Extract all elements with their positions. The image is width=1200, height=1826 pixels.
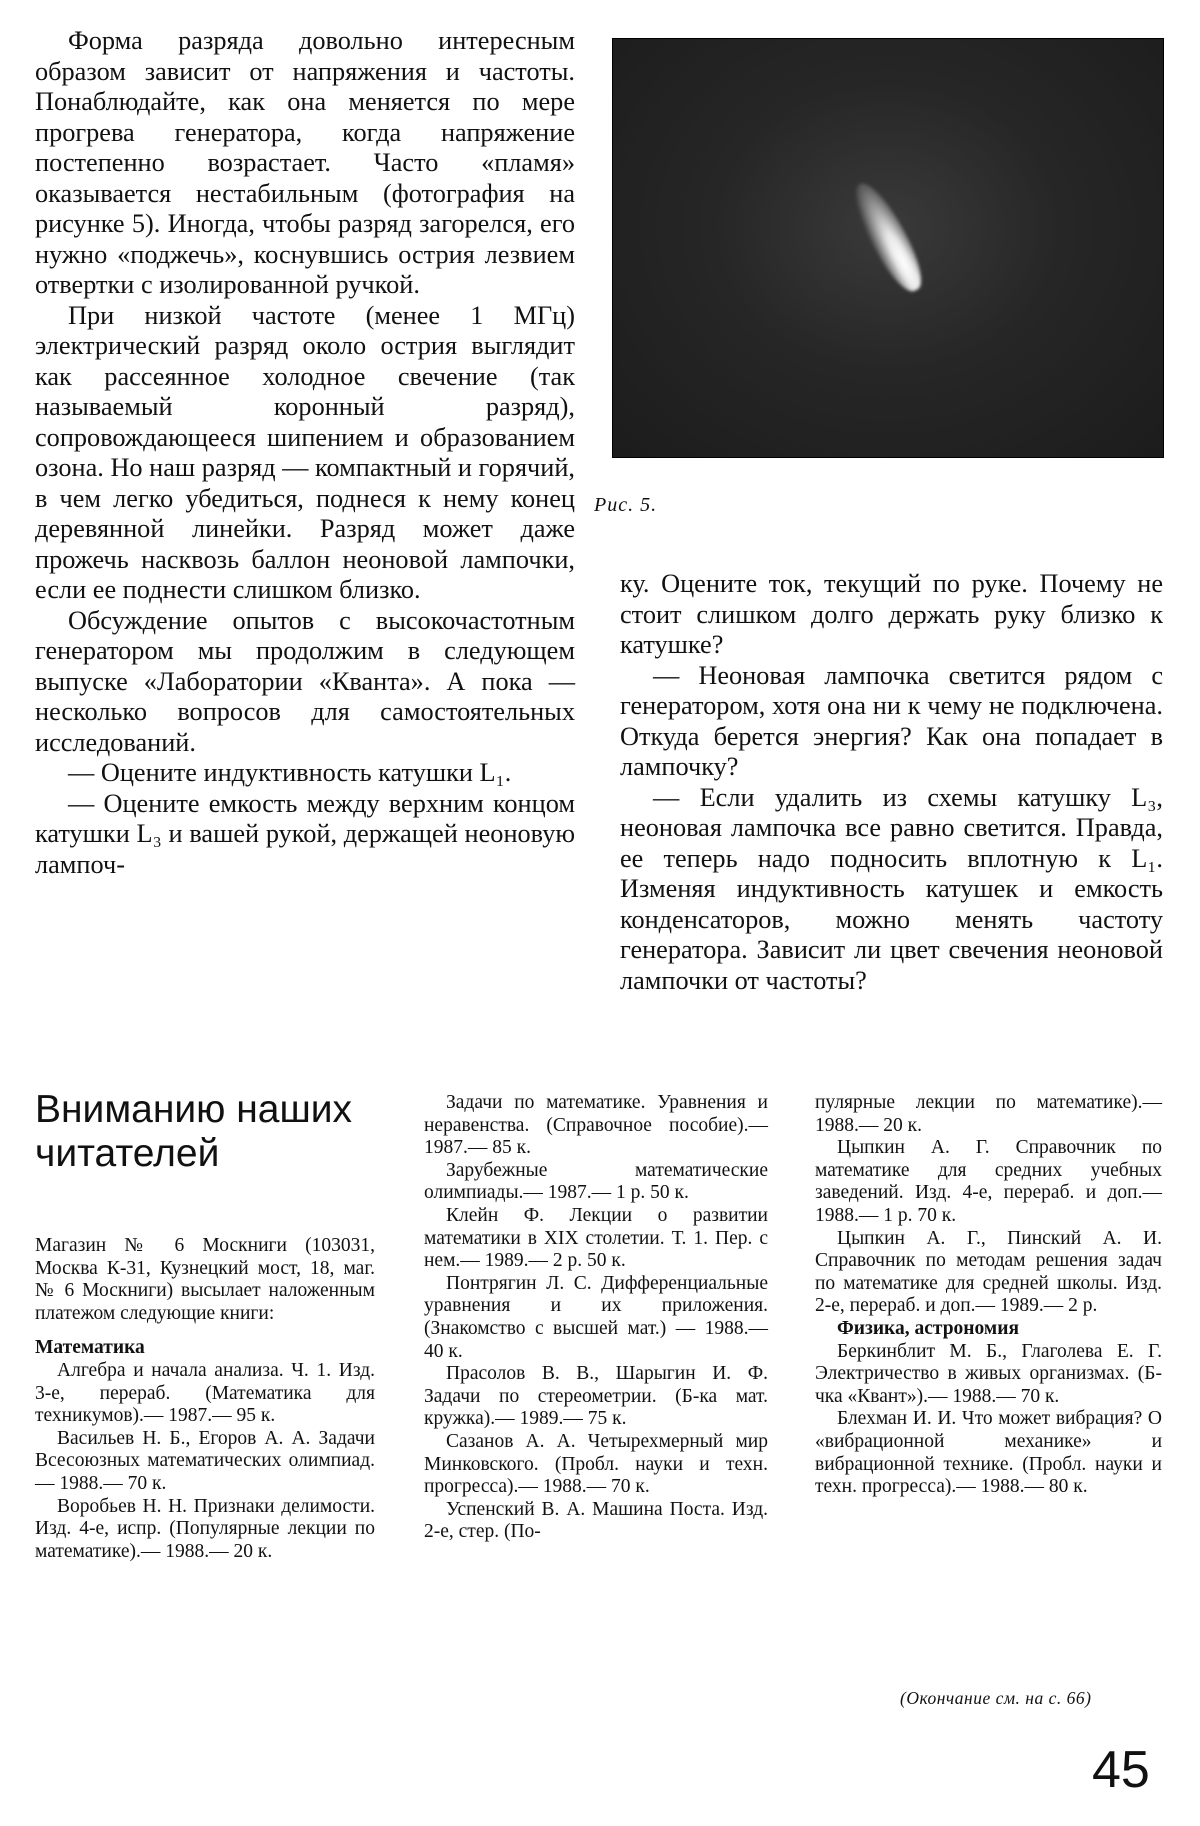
book-entry: Понтрягин Л. С. Дифференциальные уравнения и их приложения. (Знакомство с высшей мат.) — 1988.— 40 к. [424,1272,768,1362]
figure-caption: Рис. 5. [594,494,658,516]
notice-column-2 [424,1092,768,1544]
section-heading-physics: Физика, астрономия [837,1317,1019,1339]
book-entry: пулярные лекции по математике).— 1988.— 20 к. [815,1092,1162,1136]
notice-intro: Магазин № 6 Москниги (103031, Москва К-31, Кузнецкий мост, 18, маг. № 6 Москниги) высылает наложенным платежом следующие книги: [35,1235,375,1324]
discharge-photo [612,38,1164,458]
book-entry: Воробьев Н. Н. Признаки делимости. Изд. 4-е, испр. (Популярные лекции по математике).— 1988.— 20 к. [35,1495,375,1562]
book-entry: Задачи по математике. Уравнения и неравенства. (Справочное пособие).— 1987.— 85 к. [424,1092,768,1159]
article-paragraph: Обсуждение опытов с высокочастотным генератором мы продолжим в следующем выпуске «Лаборатории «Кванта». А пока — несколько вопросов для самостоятельных исследований. [35,605,575,757]
notice-heading: Вниманию наших читателей [35,1088,353,1175]
article-paragraph: ку. Оцените ток, текущий по руке. Почему не стоит слишком долго держать руку близко к катушке? [620,569,1163,659]
notice-column-1 [35,1235,375,1563]
discharge-flame-image [845,176,931,298]
article-paragraph: Форма разряда довольно интересным образом зависит от напряжения и частоты. Понаблюдайте, как она меняется по мере прогрева генератора, когда напряжение постепенно возрастает. Часто «пламя» оказывается нестабильным (фотография на рисунке 5). Иногда, чтобы разряд загорелся, его нужно «поджечь», коснувшись острия лезвием отвертки с изолированной ручкой. [35,26,575,299]
page-number: 45 [1092,1741,1150,1799]
article-question: — Неоновая лампочка светится рядом с генератором, хотя она ни к чему не подключена. Откуда берется энергия? Как она попадает в лампочку? [620,660,1163,781]
book-entry: Цыпкин А. Г., Пинский А. И. Справочник по методам решения задач по математике для средней школы. Изд. 2-е, перераб. и доп.— 1989.— 2 р. [815,1227,1162,1317]
article-question: — Оцените емкость между верхним концом катушки L₃ и вашей рукой, держащей неоновую лампоч- [35,788,575,879]
book-entry: Беркинблит М. Б., Глаголева Е. Г. Электричество в живых организмах. (Б-чка «Квант»).— 1988.— 70 к. [815,1340,1162,1407]
article-question: — Оцените индуктивность катушки L₁. [68,758,512,787]
notice-column-3 [815,1092,1162,1499]
book-entry: Прасолов В. В., Шарыгин И. Ф. Задачи по стереометрии. (Б-ка мат. кружка).— 1989.— 75 к. [424,1363,768,1430]
book-entry: Цыпкин А. Г. Справочник по математике для средних учебных заведений. Изд. 4-е, перераб. и доп.— 1988.— 1 р. 70 к. [815,1137,1162,1226]
article-left-column [35,26,575,880]
article-paragraph: При низкой частоте (менее 1 МГц) электрический разряд около острия выглядит как рассеянное холодное свечение (так называемый коронный разряд), сопровождающееся шипением и образованием озона. Но наш разряд — компактный и горячий, в чем легко убедиться, поднеся к нему конец деревянной линейки. Разряд может даже прожечь насквозь баллон неоновой лампочки, если ее поднести слишком близко. [35,300,575,604]
book-entry: Сазанов А. А. Четырехмерный мир Минковского. (Пробл. науки и техн. прогресса).— 1988.— 70 к. [424,1430,768,1498]
book-entry: Васильев Н. Б., Егоров А. А. Задачи Всесоюзных математических олимпиад.— 1988.— 70 к. [35,1427,375,1494]
continuation-note: (Окончание см. на с. 66) [900,1688,1092,1708]
book-entry: Алгебра и начала анализа. Ч. 1. Изд. 3-е, перераб. (Математика для техникумов).— 1987.— 95 к. [35,1359,375,1427]
book-entry: Блехман И. И. Что может вибрация? О «вибрационной механике» и вибрационной технике. (Пробл. науки и техн. прогресса).— 1988.— 80 к. [815,1408,1162,1498]
section-heading-math: Математика [35,1337,145,1359]
book-entry: Успенский В. А. Машина Поста. Изд. 2-е, стер. (По- [424,1498,768,1543]
article-question: — Если удалить из схемы катушку L₃, неоновая лампочка все равно светится. Правда, ее теперь надо подносить вплотную к L₁. Изменяя индуктивность катушек и емкость конденсаторов, можно менять частоту генератора. Зависит ли цвет свечения неоновой лампочки от частоты? [620,782,1163,995]
article-right-column [620,569,1163,996]
book-entry: Клейн Ф. Лекции о развитии математики в XIX столетии. Т. 1. Пер. с нем.— 1989.— 2 р. 50 к. [424,1204,768,1272]
book-entry: Зарубежные математические олимпиады.— 1987.— 1 р. 50 к. [424,1159,768,1204]
